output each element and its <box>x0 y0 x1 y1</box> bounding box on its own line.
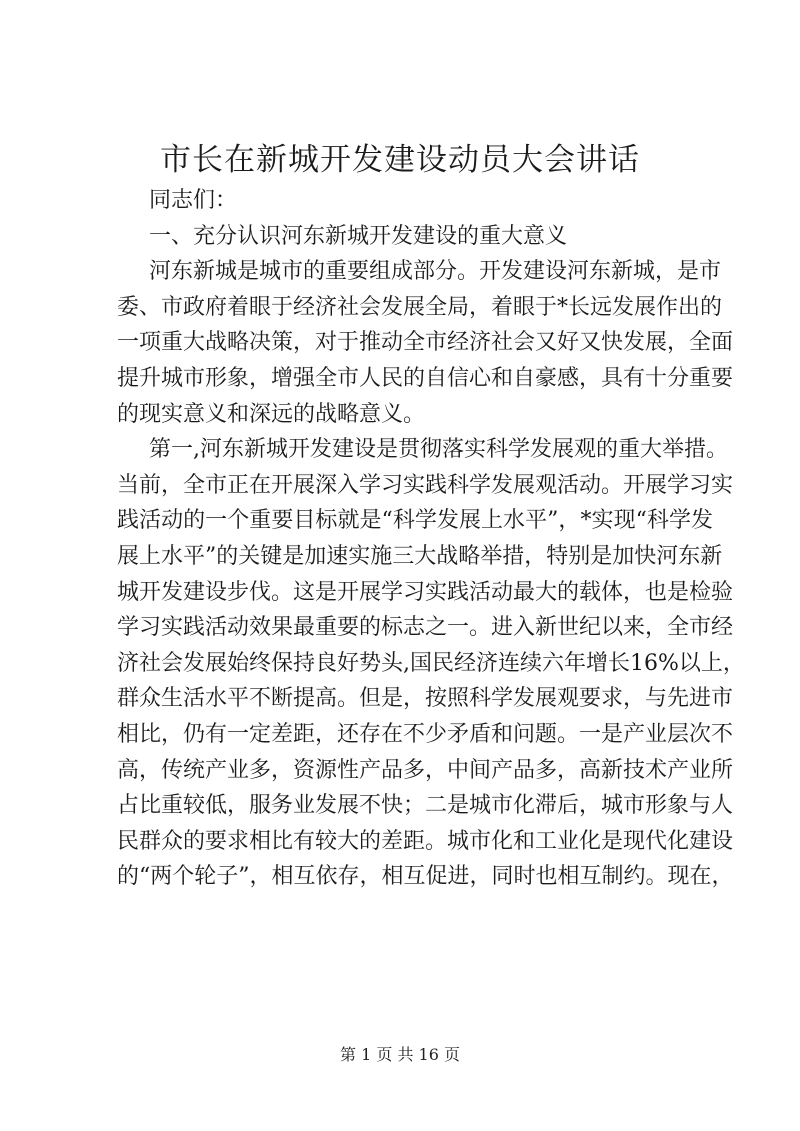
paragraph-line: 河东新城是城市的重要组成部分。开发建设河东新城，是市 <box>149 259 722 285</box>
page-number-footer: 第 1 页 共 16 页 <box>340 1045 460 1064</box>
paragraph-line: 践活动的一个重要目标就是“科学发展上水平”，*实现“科学发 <box>117 508 713 534</box>
paragraph-line: 民群众的要求相比有较大的差距。城市化和工业化是现代化建设 <box>117 828 734 854</box>
paragraph-line: 当前，全市正在开展深入学习实践科学发展观活动。开展学习实 <box>117 472 734 498</box>
paragraph-line: 占比重较低，服务业发展不快；二是城市化滞后，城市形象与人 <box>117 793 734 819</box>
paragraph-line: 提升城市形象，增强全市人民的自信心和自豪感，具有十分重要 <box>117 365 734 391</box>
greeting: 同志们： <box>149 188 238 213</box>
paragraph-1 <box>117 254 734 432</box>
paragraph-line: 展上水平”的关键是加速实施三大战略举措，特别是加快河东新 <box>117 543 723 569</box>
section-heading: 一、充分认识河东新城开发建设的重大意义 <box>149 223 568 249</box>
paragraph-line: 学习实践活动效果最重要的标志之一。进入新世纪以来，全市经 <box>117 615 734 641</box>
paragraph-line: 的“两个轮子”，相互依存，相互促进，同时也相互制约。现在， <box>117 864 734 890</box>
paragraph-line: 济社会发展始终保持良好势头,国民经济连续六年增长16%以上， <box>117 650 745 676</box>
paragraph-line: 第一,河东新城开发建设是贯彻落实科学发展观的重大举措。 <box>149 437 728 463</box>
paragraph-line: 委、市政府着眼于经济社会发展全局，着眼于*长远发展作出的 <box>117 294 723 320</box>
paragraph-line: 的现实意义和深远的战略意义。 <box>117 401 426 427</box>
document-title: 市长在新城开发建设动员大会讲话 <box>160 142 640 178</box>
document-body <box>117 183 745 895</box>
paragraph-line: 城开发建设步伐。这是开展学习实践活动最大的载体，也是检验 <box>117 579 734 605</box>
paragraph-line: 相比，仍有一定差距，还存在不少矛盾和问题。一是产业层次不 <box>117 721 734 747</box>
paragraph-line: 高，传统产业多，资源性产品多，中间产品多，高新技术产业所 <box>117 757 734 783</box>
paragraph-2 <box>117 432 745 895</box>
paragraph-line: 群众生活水平不断提高。但是，按照科学发展观要求，与先进市 <box>117 686 734 712</box>
paragraph-line: 一项重大战略决策，对于推动全市经济社会又好又快发展，全面 <box>117 330 734 356</box>
